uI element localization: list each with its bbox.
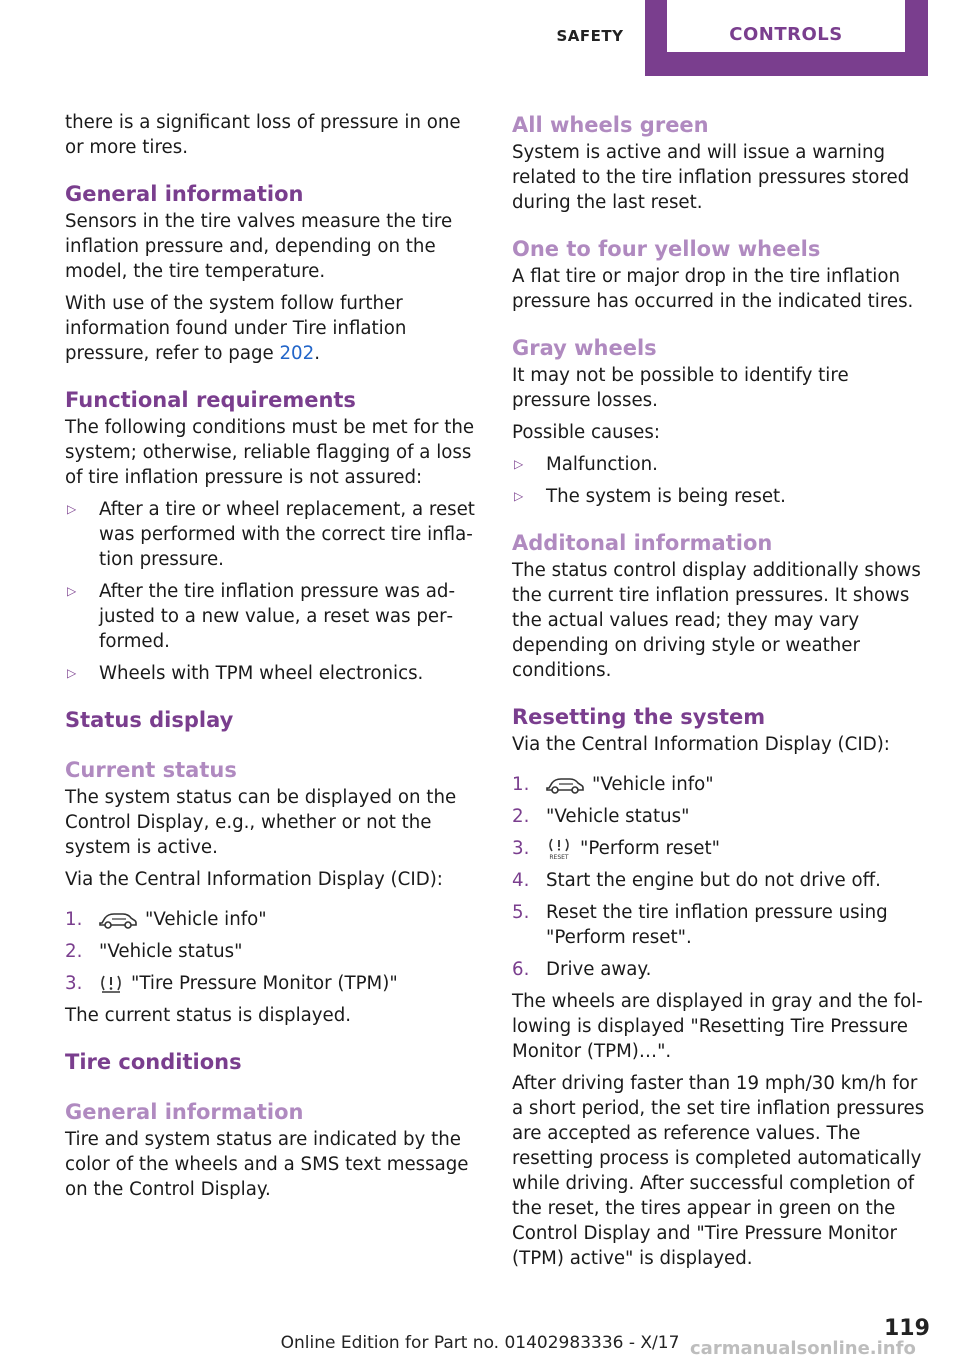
intro-paragraph: there is a significant loss of pressure in one or more tires. — [65, 112, 461, 158]
list-item: ▷ Malfunction. — [514, 454, 658, 475]
functional-requirements-list — [65, 497, 483, 686]
page-link[interactable]: 202 — [279, 343, 315, 364]
general-info2-p: Tire and system status are indicated by the color of the wheels and a SMS text message on the Control Display. — [65, 1129, 469, 1200]
reset-steps — [512, 772, 930, 982]
resetting-p: Via the Central Information Display (CID): — [512, 734, 890, 755]
tire-reset-icon — [546, 838, 572, 860]
current-status-p3: The current status is displayed. — [65, 1005, 352, 1026]
functional-requirements-text: The following conditions must be met for the system; otherwise, reliable flagging of a loss of tire inflation pressure is not assured: — [65, 417, 475, 488]
current-status-p2: Via the Central Information Display (CID): — [65, 869, 443, 890]
triangle-bullet-icon: ▷ — [67, 584, 77, 598]
list-item: 1. "Vehicle info" — [512, 774, 714, 795]
list-item: 3. RESET "Perform reset" — [512, 838, 720, 860]
resetting-heading: Resetting the system — [512, 705, 766, 729]
tire-pressure-icon — [99, 974, 123, 994]
list-item: 4. Start the engine but do not drive off. — [512, 870, 881, 891]
yellow-wheels-p: A flat tire or major drop in the tire inflation pressure has occurred in the indicated tires. — [512, 266, 914, 312]
list-item: 3. "Tire Pressure Monitor (TPM)" — [65, 973, 398, 994]
triangle-bullet-icon: ▷ — [514, 457, 524, 471]
additional-info-heading: Additonal information — [512, 531, 773, 555]
general-info-heading: General information — [65, 182, 304, 206]
gray-wheels-p2: Possible causes: — [512, 422, 660, 443]
gray-wheels-p1: It may not be possible to identify tire pressure losses. — [512, 365, 849, 411]
right-column — [512, 110, 930, 1278]
list-item: ▷ After the tire inflation pressure was adjusted to a new value, a reset was performed. — [67, 581, 456, 652]
resetting-p2: The wheels are displayed in gray and the following is displayed "Resetting Tire Pressure Monitor (TPM)…". — [512, 991, 923, 1062]
gray-wheels-heading: Gray wheels — [512, 336, 657, 360]
tire-conditions-heading: Tire conditions — [65, 1050, 242, 1074]
tab-safety-label: SAFETY — [556, 27, 624, 45]
general-info2-heading: General information — [65, 1100, 304, 1124]
current-status-heading: Current status — [65, 758, 237, 782]
list-item: 6. Drive away. — [512, 959, 652, 980]
list-item: ▷ After a tire or wheel replacement, a reset was performed with the correct tire inflation pressure. — [67, 499, 475, 570]
additional-info-p: The status control display additionally shows the current tire inflation pressures. It shows the actual values read; they may vary depending on driving style or weather conditions. — [512, 560, 921, 681]
car-icon — [546, 776, 584, 794]
tab-safety — [538, 0, 642, 72]
tab-controls — [645, 0, 928, 76]
triangle-bullet-icon: ▷ — [67, 502, 77, 516]
current-status-p1: The system status can be displayed on the Control Display, e.g., whether or not the system is active. — [65, 787, 457, 858]
car-icon — [99, 911, 137, 929]
list-item: 2. "Vehicle status" — [65, 941, 243, 962]
watermark: carmanualsonline.info — [690, 1338, 916, 1359]
resetting-p3: After driving faster than 19 mph/30 km/h for a short period, the set tire inflation pressures are accepted as reference values. The resetting process is completed automatically while driving. After successful completion of the reset, the tires appear in green on the Control Display and "Tire Pressure Monitor (TPM) active" is displayed. — [512, 1073, 925, 1269]
general-info-p2: With use of the system follow further information found under Tire inflation pressure, refer to page 202. — [65, 293, 407, 364]
edition-footer: Online Edition for Part no. 01402983336 - X/17 — [280, 1333, 680, 1353]
list-item: ▷ The system is being reset. — [514, 486, 786, 507]
left-column — [65, 110, 483, 1209]
yellow-wheels-heading: One to four yellow wheels — [512, 237, 821, 261]
reset-icon-label: RESET — [549, 854, 569, 860]
tab-controls-inner — [667, 0, 905, 52]
all-wheels-green-p: System is active and will issue a warning related to the tire inflation pressures stored during the last reset. — [512, 142, 910, 213]
list-item: 1. "Vehicle info" — [65, 909, 267, 930]
list-item: 2. "Vehicle status" — [512, 806, 690, 827]
functional-requirements-heading: Functional requirements — [65, 388, 356, 412]
status-display-heading: Status display — [65, 708, 234, 732]
tab-controls-label: CONTROLS — [729, 24, 843, 45]
general-info-p1: Sensors in the tire valves measure the tire inflation pressure and, depending on the model, the tire temperature. — [65, 211, 453, 282]
all-wheels-green-heading: All wheels green — [512, 113, 709, 137]
list-item: 5. Reset the tire inflation pressure using "Perform reset". — [512, 902, 888, 948]
list-item: ▷ Wheels with TPM wheel electronics. — [67, 663, 424, 684]
possible-causes-list — [512, 452, 930, 509]
page-number: 119 — [884, 1316, 930, 1341]
triangle-bullet-icon: ▷ — [67, 666, 77, 680]
status-steps — [65, 907, 483, 996]
triangle-bullet-icon: ▷ — [514, 489, 524, 503]
